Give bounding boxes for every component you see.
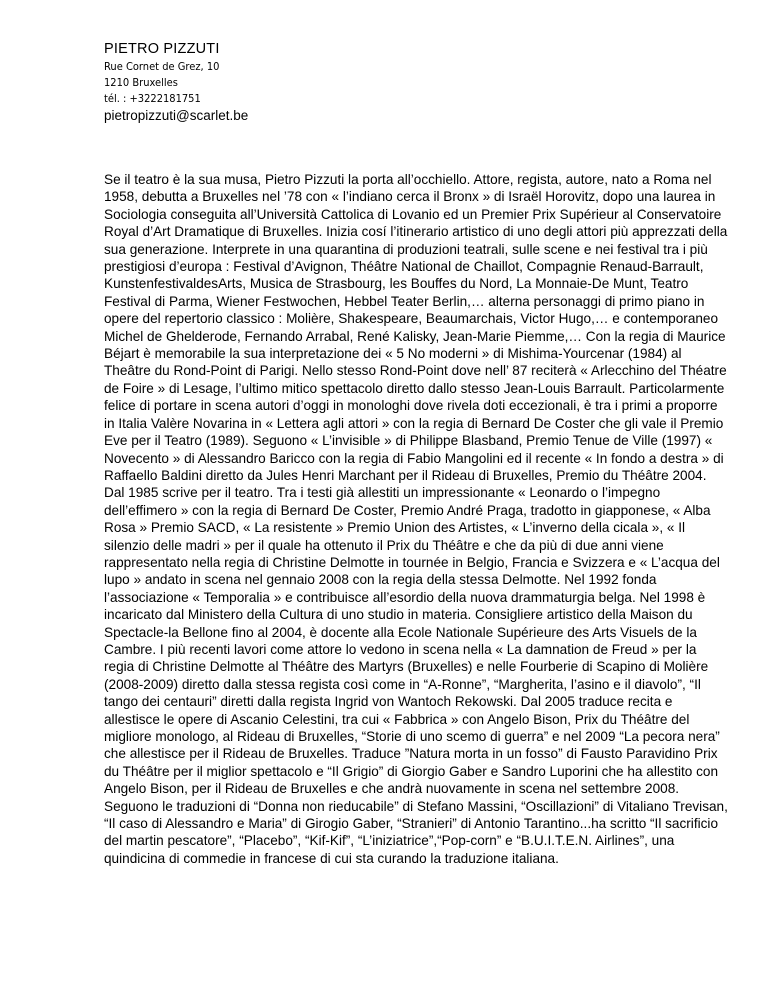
email-address: pietropizzuti@scarlet.be — [104, 108, 249, 123]
street-address: Rue Cornet de Grez, 10 — [104, 60, 220, 73]
letterhead — [104, 40, 704, 125]
city-address: 1210 Bruxelles — [104, 76, 178, 89]
author-name: PIETRO PIZZUTI — [104, 41, 220, 57]
biography-paragraph: Se il teatro è la sua musa, Pietro Pizzuti la porta all’occhiello. Attore, regista, autore, nato a Roma nel 1958, debutta a Bruxelles nel ’78 con « l’indiano cerca il Bronx » di Israël Horovitz, dopo una laurea in Sociologia conseguita all’Università Cattolica di Lovanio ed un Premier Prix Supérieur al Conservatoire Royal d’Art Dramatique di Bruxelles. Inizia cosí l’itinerario artistico di uno degli attori più apprezzati della sua generazione. Interprete in una quarantina di produzioni teatrali, sulle scene e nei festival tra i più prestigiosi d’europa : Festival d’Avignon, Théâtre National de Chaillot, Compagnie Renaud-Barrault, KunstenfestivaldesArts, Musica de Strasbourg, les Bouffes du Nord, La Monnaie-De Munt, Teatro Festival di Parma, Wiener Festwochen, Hebbel Teater Berlin,… alterna personaggi di primo piano in opere del repertorio classico : Molière, Shakespeare, Beaumarchais, Victor Hugo,… e contemporaneo Michel de Ghelderode, Fernando Arrabal, René Kalisky, Jean-Marie Piemme,… Con la regia di Maurice Béjart è memorabile la sua interpretazione dei « 5 No moderni » di Mishima-Yourcenar (1984) al Theâtre du Rond-Point di Parigi. Nello stesso Rond-Point dove nell’ 87 reciterà « Arlecchino del Théatre de Foire » di Lesage, l’ultimo mitico spettacolo diretto dallo stesso Jean-Louis Barrault. Particolarmente felice di portare in scena autori d’oggi in monologhi dove rivela doti eccezionali, è tra i primi a proporre in Italia Valère Novarina in « Lettera agli attori » con la regia di Bernard De Coster che gli vale il Premio Eve per il Teatro (1989). Seguono « L’invisible » di Philippe Blasband, Premio Tenue de Ville (1997) « Novecento » di Alessandro Baricco con la regia di Fabio Mangolini ed il recente « In fondo a destra » di Raffaello Baldini diretto da Jules Henri Marchant per il Rideau di Bruxelles, Premio du Théâtre 2004. Dal 1985 scrive per il teatro. Tra i testi già allestiti un impressionante « Leonardo o l’impegno dell’effimero » con la regia di Bernard De Coster, Premio André Praga, tradotto in giapponese, « Alba Rosa » Premio SACD, « La resistente » Premio Union des Artistes, « L’inverno della cicala », « Il silenzio delle madri » per il quale ha ottenuto il Prix du Théâtre e che da più di due anni viene rappresentato nella regia di Christine Delmotte in tournée in Belgio, Francia e Svizzera e « L’acqua del lupo » andato in scena nel gennaio 2008 con la regia della stessa Delmotte. Nel 1992 fonda l’associazione « Temporalia » e contribuisce all’esordio della nuova drammaturgia belga. Nel 1998 è incaricato dal Ministero della Cultura di uno studio in materia. Consigliere artistico della Maison du Spectacle-la Bellone fino al 2004, è docente alla Ecole Nationale Supérieure des Arts Visuels de la Cambre. I più recenti lavori come attore lo vedono in scena nella « La damnation de Freud » per la regia di Christine Delmotte al Théâtre des Martyrs (Bruxelles) e nelle Fourberie di Scapino di Molière (2008-2009) diretto dalla stessa regista così come in “A-Ronne”, “Margherita, l’asino e il diavolo”, “Il tango dei centauri” diretti dalla regista Ingrid von Wantoch Rekowski. Dal 2005 traduce recita e allestisce le opere di Ascanio Celestini, tra cui « Fabbrica » con Angelo Bison, Prix du Théâtre del migliore monologo, al Rideau di Bruxelles, “Storie di uno scemo di guerra” e nel 2009 “La pecora nera” che allestisce per il Rideau de Bruxelles. Traduce ”Natura morta in un fosso” di Fausto Paravidino Prix du Théâtre per il miglior spettacolo e “Il Grigio” di Giorgio Gaber e Sandro Luporini che ha allestito con Angelo Bison, per il Rideau de Bruxelles e che andrà nuovamente in scena nel settembre 2008. Seguono le traduzioni di “Donna non rieducabile” di Stefano Massini, “Oscillazioni” di Vitaliano Trevisan, “Il caso di Alessandro e Maria” di Girogio Gaber, “Stranieri” di Antonio Tarantino...ha scritto “Il sacrificio del martin pescatore”, “Placebo”, “Kif-Kif”, “L’iniziatrice”,“Pop-corn” e “B.U.I.T.E.N. Airlines”, una quindicina di commedie in francese di cui sta curando la traduzione italiana. — [104, 172, 728, 866]
phone-number: tél. : +3222181751 — [104, 92, 201, 105]
